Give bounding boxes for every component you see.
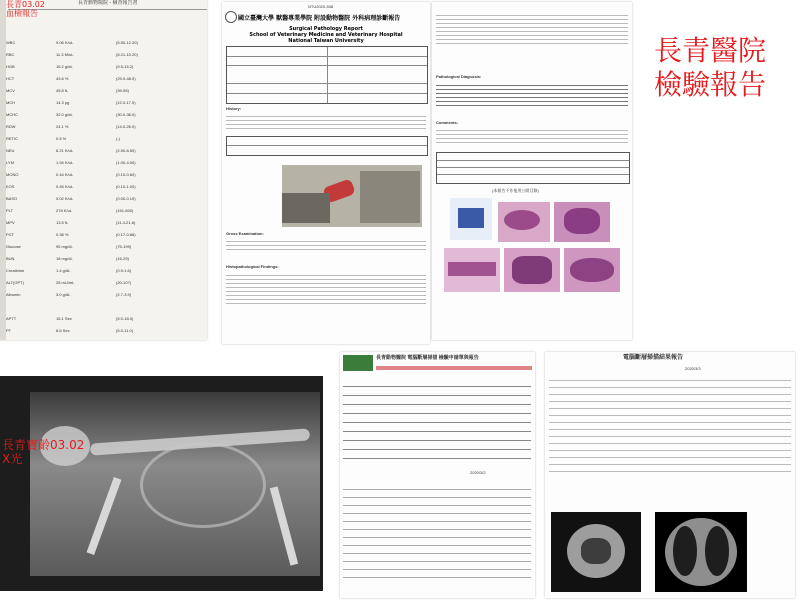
lab-range: (12.0-17.0) <box>116 100 136 105</box>
lab-row <box>6 88 186 93</box>
ct-report-date: 2020/3/3 <box>685 366 701 371</box>
xray-label: 長青寶齡03.02 X光 <box>2 438 85 466</box>
histology-slide-image <box>450 198 492 240</box>
ct-logo <box>343 355 373 371</box>
chemistry-table <box>6 244 186 304</box>
histology-caption: (本報告不作他用公開目錄) <box>492 188 539 193</box>
lab-name: RETIC <box>6 136 18 141</box>
lab-range: (2.50-8.50) <box>116 148 136 153</box>
lab-range: (0.17-0.86) <box>116 232 136 237</box>
lab-range: (39-55) <box>116 88 129 93</box>
lab-row <box>6 256 186 261</box>
lab-value: 11.3 M/uL <box>56 52 74 57</box>
lab-value: 18 mg/dL <box>56 256 73 261</box>
pathology-report-page2 <box>432 2 632 340</box>
histology-image-2 <box>554 202 610 242</box>
lab-row <box>6 268 186 273</box>
lab-name: MCHC <box>6 112 18 117</box>
lab-value: 9.06 K/uL <box>56 40 74 45</box>
lab-name: APTT <box>6 316 17 321</box>
lab-range: (29.0-48.0) <box>116 76 136 81</box>
lab-range: (5.0-18.0) <box>116 316 134 321</box>
lab-value: 0.44 K/uL <box>56 172 74 177</box>
ct-request-grid <box>343 378 531 470</box>
ct-scan-image-1 <box>551 512 641 592</box>
histology-image-3 <box>444 248 500 292</box>
lab-range: (6.21-10.20) <box>116 52 138 57</box>
lab-range: (2.7-3.9) <box>116 292 132 297</box>
ct-request-form <box>340 352 535 598</box>
lab-value: 0.02 K/uL <box>56 196 74 201</box>
history-text <box>226 113 426 132</box>
lab-range: (11.4-21.6) <box>116 220 136 225</box>
lab-row <box>6 160 186 165</box>
lab-name: EOS <box>6 184 15 189</box>
lab-range: (14.0-26.0) <box>116 124 136 129</box>
lab-row <box>6 196 186 201</box>
report-title-cn: 國立臺灣大學 獸醫專業學院 附設動物醫院 外科病理診斷報告 <box>238 15 401 22</box>
ct-request-date: 2020/3/2 <box>470 470 486 475</box>
lab-value: 32.0 g/dL <box>56 112 73 117</box>
lab-value: 8.6 Sec <box>56 328 70 333</box>
lab-name: NEU <box>6 148 15 153</box>
lab-row <box>6 232 186 237</box>
ct-report-text <box>549 374 791 478</box>
lab-range: (15-29) <box>116 256 129 261</box>
lab-range: (30.0-36.0) <box>116 112 136 117</box>
lab-value: 45.8 fL <box>56 88 69 93</box>
headline-line2: 檢驗報告 <box>654 68 767 101</box>
gross-photo <box>282 165 422 227</box>
comments-label: Comments: <box>436 120 459 125</box>
report-title-en: Surgical Pathology Report School of Veterinary Medicine and Veterinary Hospital National Taiwan University <box>249 26 403 44</box>
patient-info-grid <box>226 46 428 104</box>
ct-request-notice <box>376 366 532 370</box>
lab-name: MPV <box>6 220 15 225</box>
lab-name: BUN <box>6 256 15 261</box>
ct-request-lower <box>343 482 531 585</box>
lab-value: 1.94 K/uL <box>56 160 74 165</box>
blood-report-photo <box>0 0 207 340</box>
lab-row <box>6 172 186 177</box>
lab-value: 95 mg/dL <box>56 244 73 249</box>
lab-row <box>6 40 186 45</box>
lab-range: (5.0-11.0) <box>116 328 134 333</box>
diagnosis-text <box>436 82 628 109</box>
lab-range: (9.5-15.2) <box>116 64 134 69</box>
lab-name: MCH <box>6 100 16 105</box>
histo-text <box>226 272 426 307</box>
lab-value: 0.5 % <box>56 136 67 141</box>
ribcage-shape <box>140 442 266 528</box>
lab-value: 16.2 g/dL <box>56 64 73 69</box>
lab-value: 14.3 pg <box>56 100 70 105</box>
cbc-table <box>6 40 186 244</box>
page2-text-block <box>436 12 628 47</box>
lab-name: BASO <box>6 196 18 201</box>
lab-value: 3.0 g/dL <box>56 292 71 297</box>
lab-value: 28 mU/mL <box>56 280 75 285</box>
coagulation-table <box>6 316 186 340</box>
lab-row <box>6 112 186 117</box>
lab-row <box>6 136 186 141</box>
lab-value: 0.45 K/uL <box>56 184 74 189</box>
lab-value: 13.5 fL <box>56 220 69 225</box>
lab-range: (5.50-12.20) <box>116 40 138 45</box>
lab-row <box>6 244 186 249</box>
ct-scan-image-2 <box>655 512 747 592</box>
comments-text <box>436 127 628 146</box>
lab-value: 43.6 % <box>56 76 69 81</box>
ct-report <box>545 352 795 598</box>
gross-label: Gross Examination: <box>226 231 264 236</box>
ct-report-title: 電腦斷層掃描結果報告 <box>623 355 684 361</box>
lab-name: Creatinine <box>6 268 25 273</box>
lab-name: Albumin <box>6 292 21 297</box>
lab-row <box>6 328 186 333</box>
page-shadow <box>0 0 6 340</box>
lab-range: (75-199) <box>116 244 132 249</box>
headline-line1: 長青醫院 <box>654 34 767 67</box>
lab-row <box>6 184 186 189</box>
histology-image-5 <box>564 248 620 292</box>
lab-range: (-) <box>116 136 120 141</box>
lab-row <box>6 52 186 57</box>
histo-label: Histopathological Findings: <box>226 264 279 269</box>
lab-value: 1.4 g/dL <box>56 268 71 273</box>
lab-value: 0.38 % <box>56 232 69 237</box>
lab-row <box>6 220 186 225</box>
lab-name: HCT <box>6 76 15 81</box>
ct-request-title: 長青動物醫院 電腦斷層掃描 檢驗申請單與報告 <box>376 355 479 361</box>
xray-image <box>0 376 323 591</box>
lab-name: RBC <box>6 52 15 57</box>
history-label: History: <box>226 106 242 111</box>
university-seal <box>225 11 237 23</box>
lab-row <box>6 64 186 69</box>
lab-value: 278 K/uL <box>56 208 73 213</box>
lab-range: (20-107) <box>116 280 132 285</box>
lab-name: ALT(GPT) <box>6 280 24 285</box>
diagnosis-label: Pathological Diagnosis: <box>436 74 482 79</box>
lab-range: (151-600) <box>116 208 134 213</box>
lab-row <box>6 292 186 297</box>
lab-value: 6.21 K/uL <box>56 148 74 153</box>
lab-name: MONO <box>6 172 19 177</box>
blood-report-label: 長青03.02 血檢報告 <box>6 0 45 18</box>
lab-row <box>6 100 186 105</box>
lab-name: HGB <box>6 64 15 69</box>
lab-name: RDW <box>6 124 16 129</box>
gross-text <box>226 238 426 253</box>
lab-value: 15.1 Sec <box>56 316 72 321</box>
lab-name: LYM <box>6 160 14 165</box>
lab-name: Glucose <box>6 244 21 249</box>
lab-range: (0.10-0.60) <box>116 172 136 177</box>
lab-range: (0.10-1.00) <box>116 184 136 189</box>
lab-row <box>6 124 186 129</box>
lab-row <box>6 148 186 153</box>
blood-report-header: 長青動物醫院 - 檢查報告書 <box>78 0 138 6</box>
histology-image-1 <box>498 202 550 242</box>
lab-value: 24.1 % <box>56 124 69 129</box>
lab-name: PLT <box>6 208 14 213</box>
report-ref: NTU2020-538 <box>308 4 334 9</box>
lab-row <box>6 208 186 213</box>
lab-row <box>6 76 186 81</box>
lab-range: (0.00-0.10) <box>116 196 136 201</box>
lab-range: (1.00-4.00) <box>116 160 136 165</box>
pathology-report-page1 <box>222 2 430 344</box>
lab-name: MCV <box>6 88 15 93</box>
signature-table <box>436 152 630 184</box>
lab-row <box>6 316 186 321</box>
lab-name: PCT <box>6 232 14 237</box>
lab-row <box>6 280 186 285</box>
headline <box>654 34 766 102</box>
lab-name: PT <box>6 328 12 333</box>
lab-range: (0.9-1.6) <box>116 268 132 273</box>
histology-image-4 <box>504 248 560 292</box>
tissue-table <box>226 136 428 156</box>
lab-name: WBC <box>6 40 16 45</box>
